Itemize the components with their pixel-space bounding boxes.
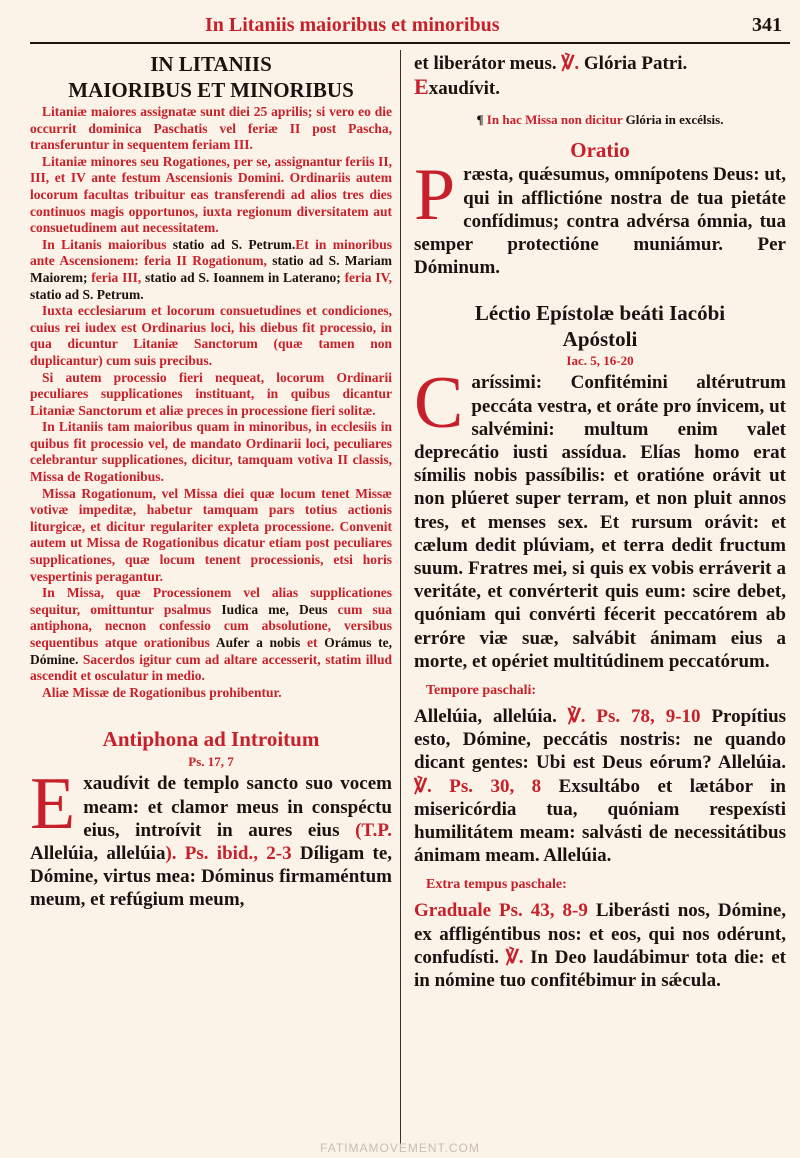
watermark: FATIMAMOVEMENT.COM <box>320 1141 480 1155</box>
feast-title-line1: IN LITANIIS <box>150 52 272 76</box>
oratio-title: Oratio <box>570 138 630 163</box>
oratio-drop-cap: P <box>414 154 456 237</box>
introit-drop-cap: E <box>30 763 76 846</box>
right-column <box>414 52 786 992</box>
introit-text: Exaudívit de templo sancto suo vocem meam: et clamor meus in conspéctu eius, introívit in aures eius (T.P. Allelúia, allelúia). Ps. ibid., 2-3 Díligam te, Dómine, virtus mea: Dóminus firmaméntum meum, et refúgium meum, <box>30 763 393 911</box>
introit-continuation: et liberátor meus. ℣. Glória Patri. Exaudívit. <box>414 53 688 100</box>
column-divider <box>400 50 401 1145</box>
tempore-paschali-text: Allelúia, allelúia. ℣. Ps. 78, 9-10 Propítius esto, Dómine, peccátis nostris: ne quando dicant gentes: Ubi est Deus eórum? Allelúia. ℣. Ps. 30, 8 Exsultábo et lætábor in misericórdia tua, quóniam respexísti humilitátem meam: salvásti de necessitátibus ánimam meam. Allelúia. <box>414 706 787 867</box>
rubric-p8: In Missa, quæ Processionem vel alias supplicationes sequitur, omittuntur psalmus Iudica me, Deus cum sua antiphona, necnon confessio cum absolutione, versibus sequentibus atque orationibus Aufer a nobis et Orámus te, Dómine. Sacerdos igitur cum ad altare accesserit, statim illud ascendit et osculatur in medio. <box>30 585 393 684</box>
introit-reference: Ps. 17, 7 <box>188 754 234 770</box>
oratio-text: Præsta, quǽsumus, omnípotens Deus: ut, qui in afflictióne nostra de tua pietáte confídimus; contra advérsa ómnia, tua semper protectióne muniámur. Per Dóminum. <box>414 154 786 279</box>
rubric-p4: Iuxta ecclesiarum et locorum consuetudines et condiciones, cuius rei iudex est Ordinarius loci, his diebus fit processio, in qua dicuntur Litaniæ Sanctorum (quæ tamen non duplicantur) cum suis precibus. <box>30 303 392 368</box>
rubric-p5: Si autem processio fieri nequeat, locorum Ordinarii peculiares supplicationes instituant, in quibus dicantur Litaniæ Sanctorum et aliæ preces in processione fieri solitæ. <box>30 369 392 418</box>
rubric-p2: Litaniæ minores seu Rogationes, per se, assignantur feriis II, III, et IV ante festum Ascensionis Domini. Ordinariis autem locorum facultas tribuitur eas transferendi ad alios tres dies continuos magis opportunos, iuxta regionum diversitatem aut consuetudinem aut necessitatem. <box>30 153 392 236</box>
rubric-p7: Missa Rogationum, vel Missa diei quæ locum tenet Missæ votivæ impeditæ, habetur tamquam pars totius actionis liturgicæ, et dicitur regulariter expleta processione. Convenit autem ut Missa de Rogationibus dicatur etiam post peculiares supplicationes, quæ locum tenent processionis, etsi horis vespertinis peragantur. <box>30 485 392 584</box>
tempore-paschali-label: Tempore paschali: <box>426 683 537 699</box>
gloria-note: ¶ In hac Missa non dicitur Glória in excélsis. <box>476 112 724 128</box>
introit-title: Antiphona ad Introitum <box>102 727 320 752</box>
lectio-drop-cap: C <box>414 362 464 445</box>
running-header <box>30 12 790 44</box>
graduale-text: Graduale Ps. 43, 8-9 Liberásti nos, Dómine, ex affligéntibus nos: et eos, qui nos odérunt, confudísti. ℣. In Deo laudábimur tota die: et in nómine tuo confitébimur in sǽcula. <box>414 900 787 992</box>
lectio-title-line2: Apóstoli <box>562 327 638 352</box>
left-column <box>30 52 392 912</box>
rubric-p9: Aliæ Missæ de Rogationibus prohibentur. <box>42 684 282 700</box>
rubric-p3: In Litanis maioribus statio ad S. Petrum.Et in minoribus ante Ascensionem: feria II Rogationum, statio ad S. Mariam Maiorem; feria III, statio ad S. Ioannem in Laterano; feria IV, statio ad S. Petrum. <box>30 236 392 302</box>
lectio-reference: Iac. 5, 16-20 <box>566 353 634 369</box>
header-title: In Litaniis maioribus et minoribus <box>205 14 500 36</box>
feast-title-line2: MAIORIBUS ET MINORIBUS <box>68 78 354 102</box>
lectio-title-line1: Léctio Epístolæ beáti Iacóbi <box>474 301 726 326</box>
extra-tempus-label: Extra tempus paschale: <box>426 877 567 893</box>
lectio-text: Caríssimi: Confitémini altérutrum peccáta vestra, et oráte pro ínvicem, ut salvémini: multum enim valet deprecátio iusti assídua. Elías homo erat símilis nobis passíbilis: et oratióne orávit ut non plúeret super terram, et non pluit annos tres, et menses sex. Et rursum orávit: et cælum dedit plúviam, et terra dedit fructum suum. Fratres mei, si quis ex vobis erráverit a veritáte, et convérterit quis eum: scire debet, quóniam qui convérti fécerit peccatórem ab erróre viæ suæ, salvábit ánimam eius a morte, et opériet multitúdinem peccatórum. <box>414 362 786 672</box>
rubric-p1: Litaniæ maiores assignatæ sunt diei 25 aprilis; si vero eo die occurrit dominica Paschatis vel feriæ II post Pascha, transferuntur in sequentem feriam III. <box>30 104 392 153</box>
rubric-p6: In Litaniis tam maioribus quam in minoribus, in ecclesiis in quibus fit processio vel, de mandato Ordinarii loci, peculiares celebrantur supplicationes, dicitur, tamquam votiva II classis, Missa de Rogationibus. <box>30 419 392 485</box>
page-number: 341 <box>752 14 782 36</box>
